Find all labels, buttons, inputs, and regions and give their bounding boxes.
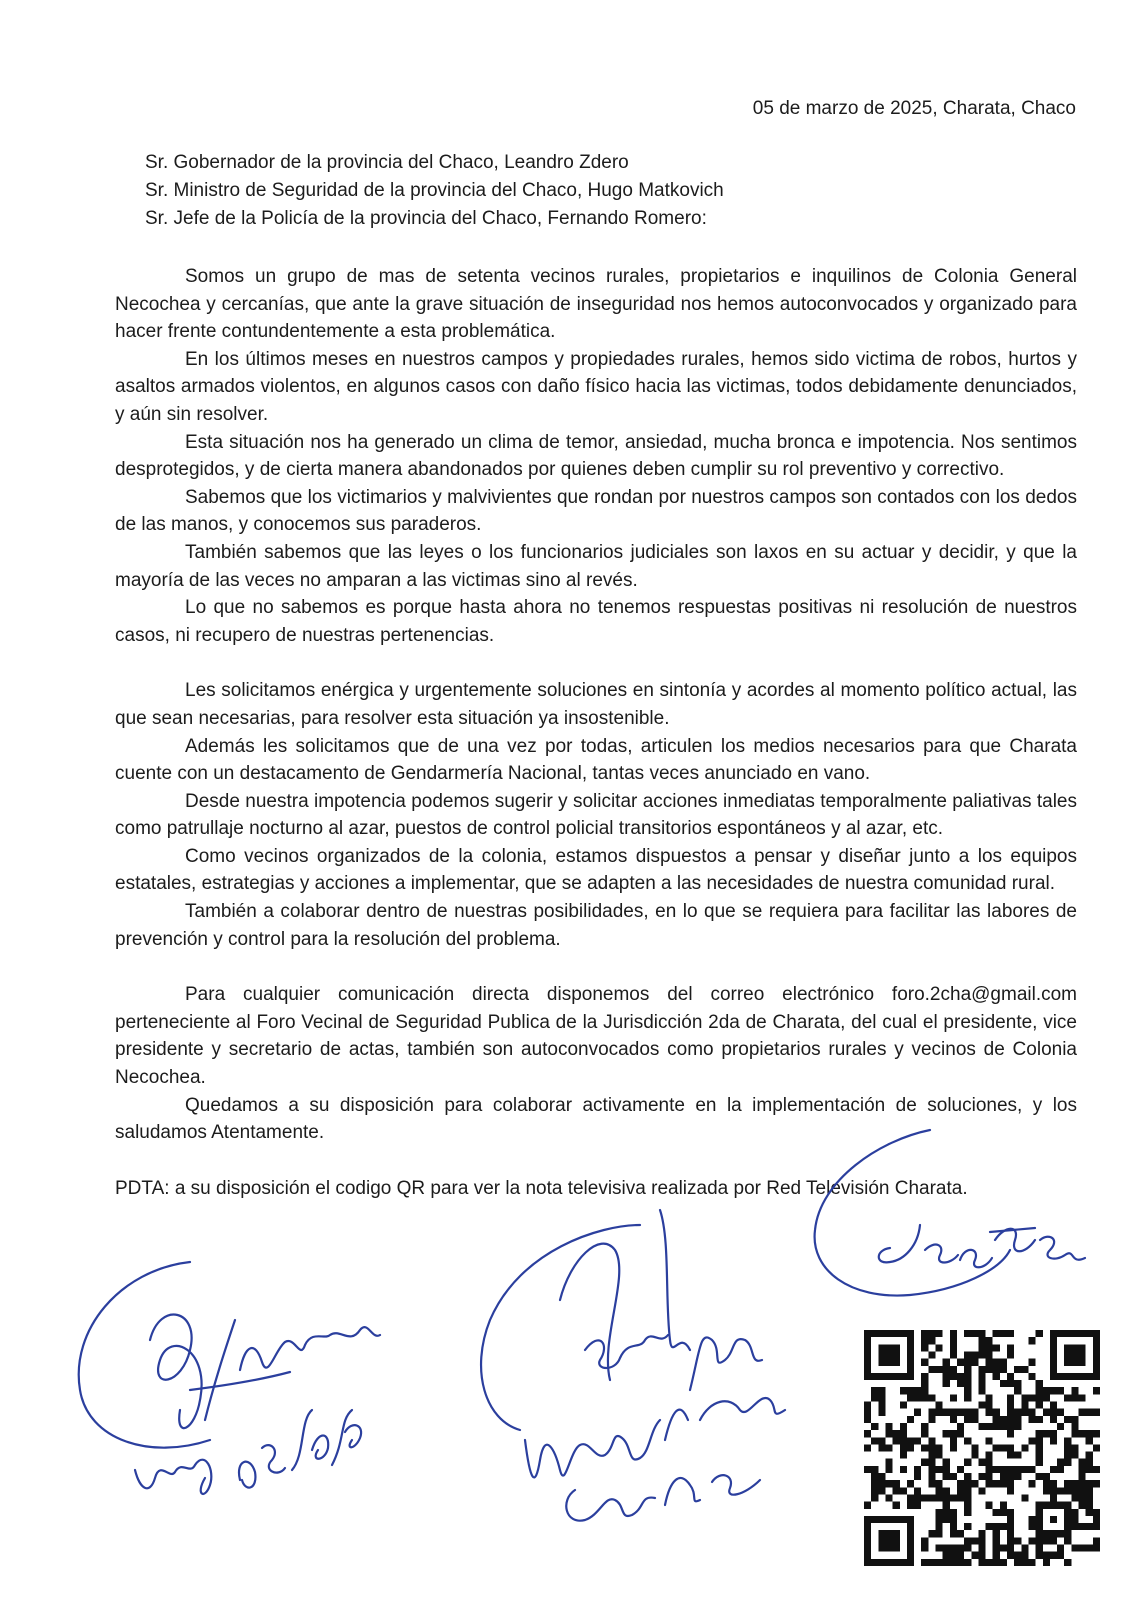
date-line: 05 de marzo de 2025, Charata, Chaco — [752, 98, 1076, 119]
qr-code-icon — [864, 1330, 1100, 1566]
signature-left — [79, 1262, 380, 1494]
postscript: PDTA: a su disposición el codigo QR para ver la nota televisiva realizada por Red Televisión Charata. — [115, 1177, 968, 1199]
contact-paragraph: Para cualquier comunicación directa disponemos del correo electrónico foro.2cha@gmail.com perteneciente al Foro Vecinal de Seguridad Publica de la Jurisdicción 2da de Charata, del cual el presidente, vice presidente y secretario de actas, también son autoconvocados como propietarios rurales y vecinos de Colonia Necochea. — [115, 984, 1077, 1089]
signature-middle — [481, 1210, 785, 1521]
paragraph: Lo que no sabemos es porque hasta ahora no tenemos respuestas positivas ni resolución de nuestros casos, ni recupero de nuestras pertenencias. — [115, 597, 1077, 646]
closing-paragraph: Quedamos a su disposición para colaborar activamente en la implementación de soluciones, y los saludamos Atentamente. — [115, 1094, 1077, 1144]
paragraph: También sabemos que las leyes o los funcionarios judiciales son laxos en su actuar y decidir, y que la mayoría de las veces no amparan a las victimas sino al revés. — [115, 541, 1077, 591]
paragraph: Como vecinos organizados de la colonia, estamos dispuestos a pensar y diseñar junto a los equipos estatales, estrategias y acciones a implementar, que se adapten a las necesidades de nuestra comunidad rural. — [115, 845, 1077, 895]
addressee-governor: Sr. Gobernador de la provincia del Chaco, Leandro Zdero — [145, 152, 629, 173]
letter-body — [115, 263, 1077, 1202]
paragraph: También a colaborar dentro de nuestras posibilidades, en lo que se requiera para facilitar las labores de prevención y control para la resolución del problema. — [115, 901, 1077, 950]
addressee-security-minister: Sr. Ministro de Seguridad de la provincia del Chaco, Hugo Matkovich — [145, 180, 724, 201]
paragraph: Además les solicitamos que de una vez por todas, articulen los medios necesarios para que Charata cuente con un destacamento de Gendarmería Nacional, tantas veces anunciado en vano. — [115, 735, 1077, 785]
addressee-police-chief: Sr. Jefe de la Policía de la provincia del Chaco, Fernando Romero: — [145, 208, 707, 229]
paragraph: Sabemos que los victimarios y malvivientes que rondan por nuestros campos son contados con los dedos de las manos, y conocemos sus paraderos. — [115, 486, 1077, 536]
addressee-block — [145, 149, 1077, 233]
paragraph: Les solicitamos enérgica y urgentemente soluciones en sintonía y acordes al momento político actual, las que sean necesarias, para resolver esta situación ya insostenible. — [115, 680, 1077, 729]
paragraph: Esta situación nos ha generado un clima de temor, ansiedad, mucha bronca e impotencia. Nos sentimos desprotegidos, y de cierta manera abandonados por quienes deben cumplir su rol preventivo y correctivo. — [115, 431, 1077, 481]
paragraph: Somos un grupo de mas de setenta vecinos rurales, propietarios e inquilinos de Colonia General Necochea y cercanías, que ante la grave situación de inseguridad nos hemos autoconvocados y organizado para hacer frente contundentemente a esta problemática. — [115, 266, 1077, 343]
paragraph: En los últimos meses en nuestros campos y propiedades rurales, hemos sido victima de robos, hurtos y asaltos armados violentos, en algunos casos con daño físico hacia las victimas, todos debidamente denunciados, y aún sin resolver. — [115, 348, 1077, 425]
paragraph: Desde nuestra impotencia podemos sugerir y solicitar acciones inmediatas temporalmente paliativas tales como patrullaje nocturno al azar, puestos de control policial transitorios espontáneos y al azar, etc. — [115, 790, 1077, 840]
